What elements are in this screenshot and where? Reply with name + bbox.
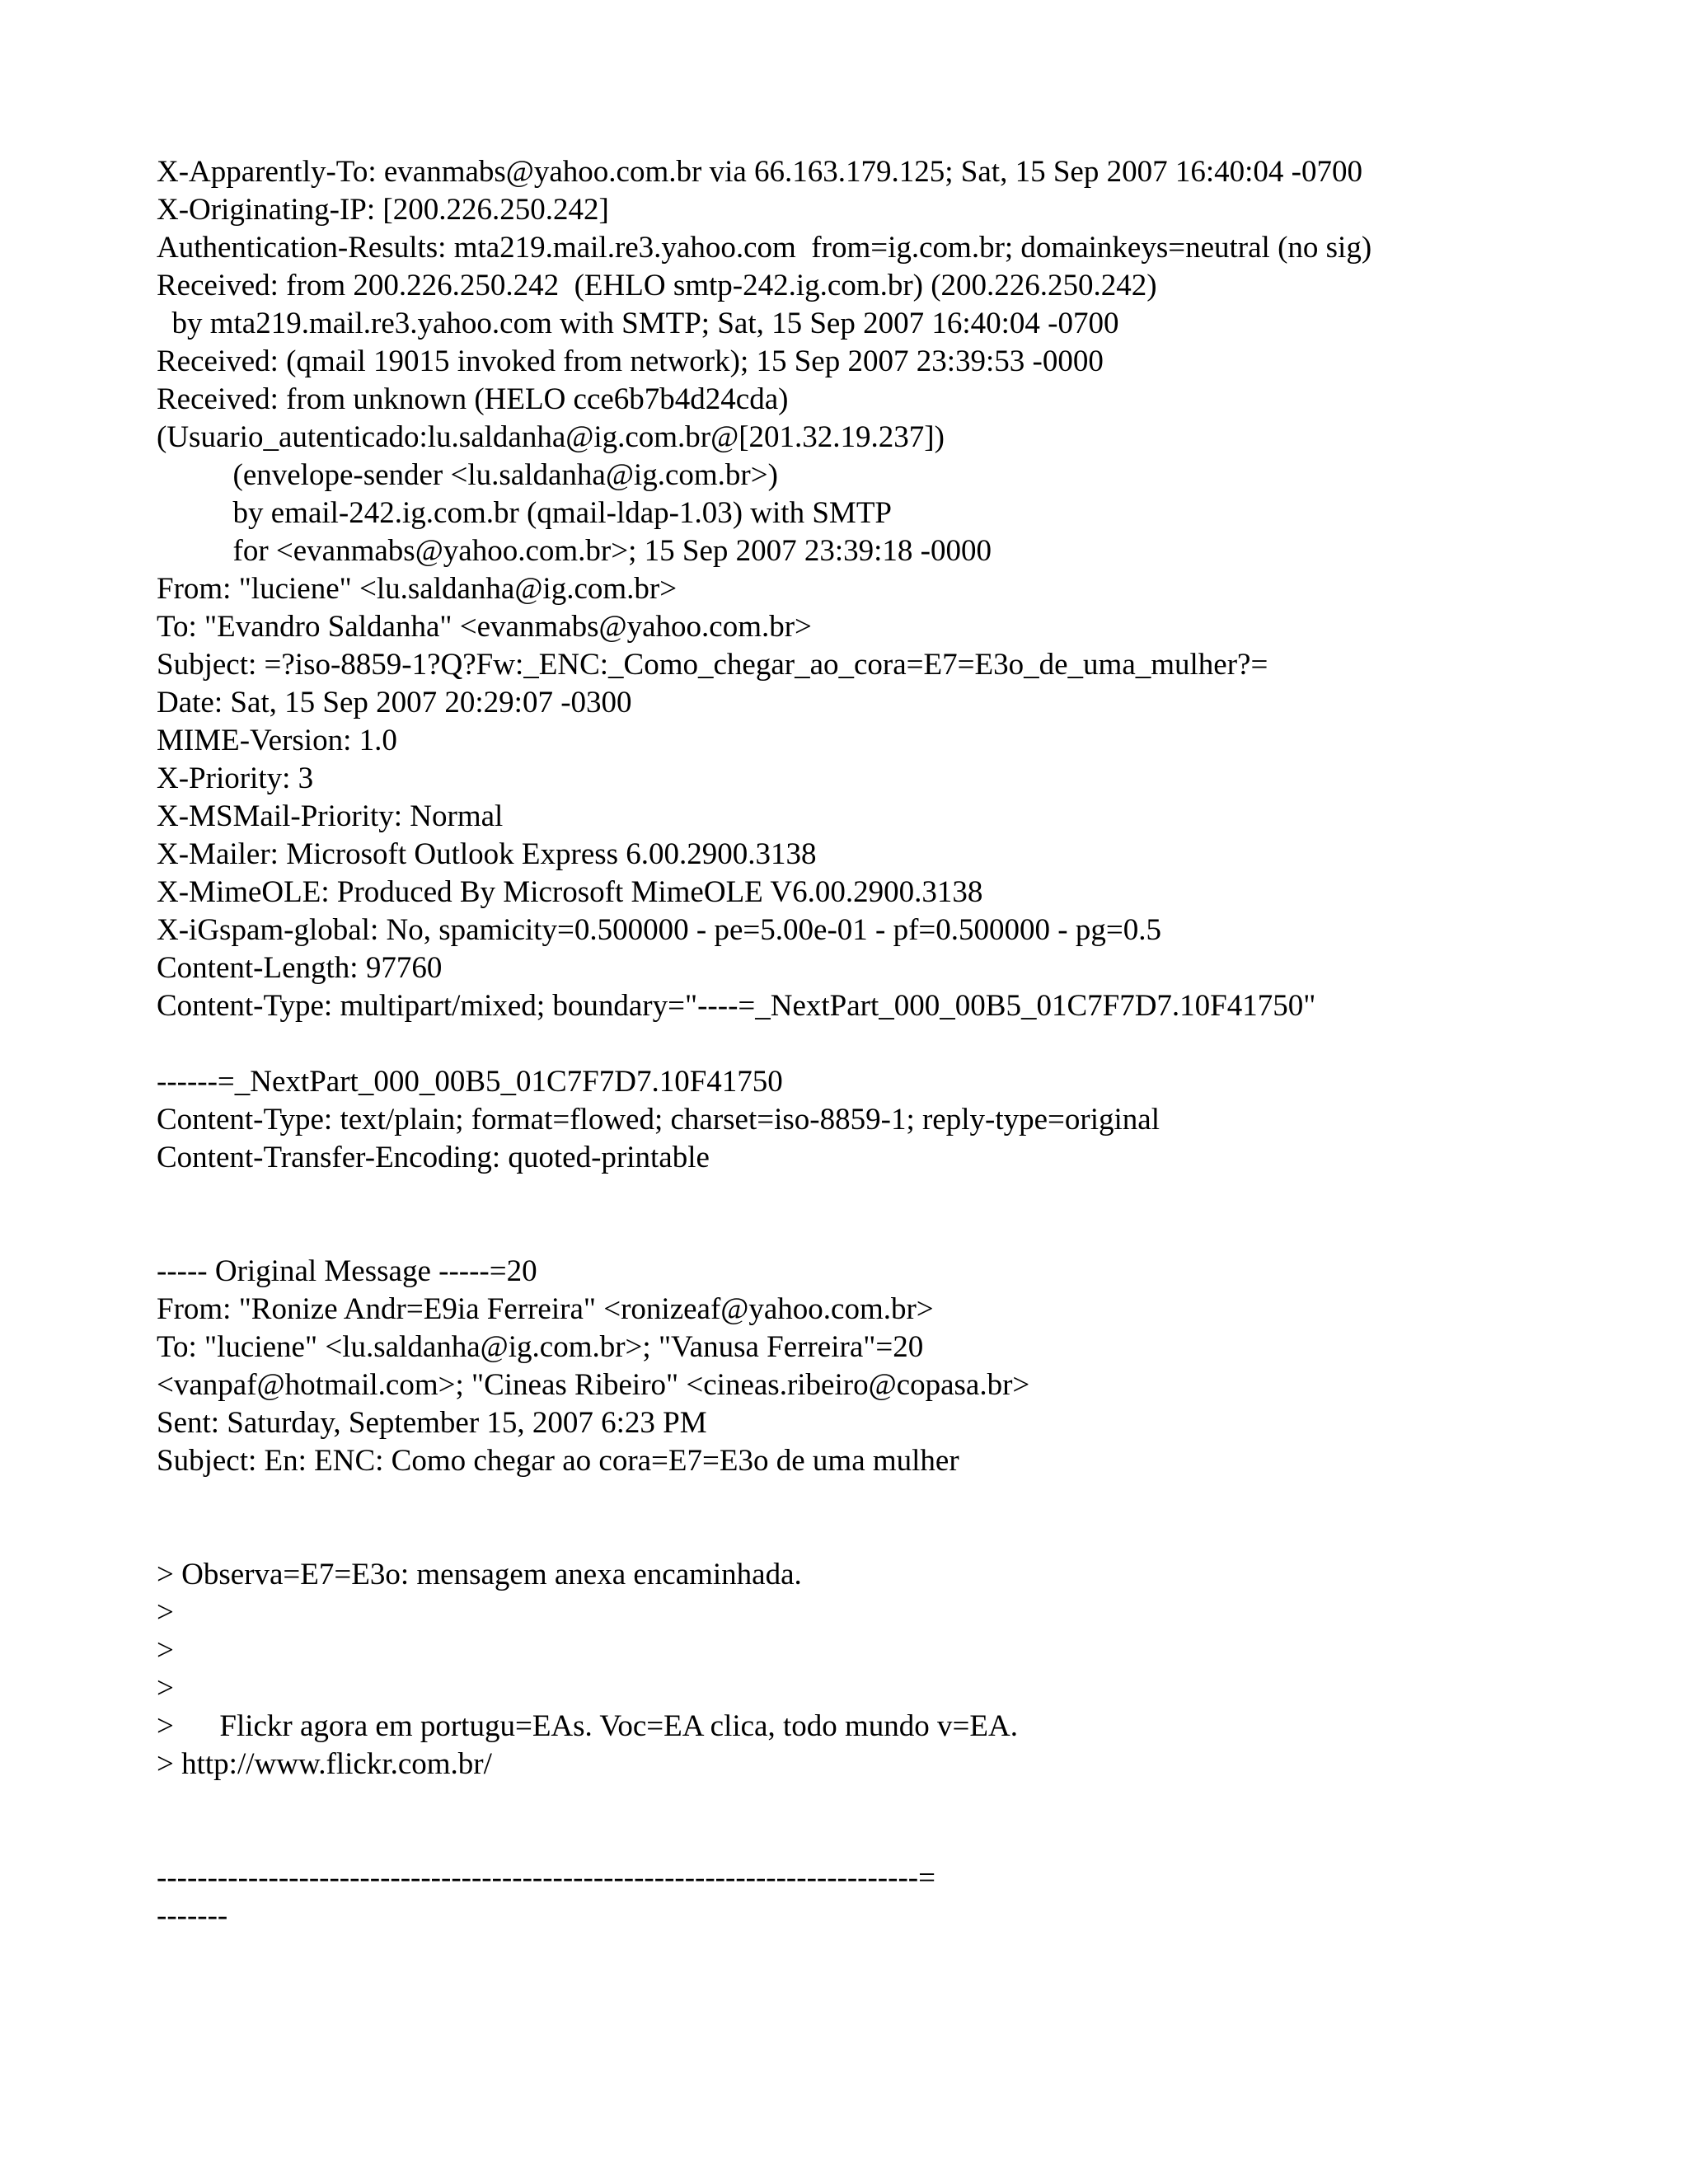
header-line: MIME-Version: 1.0: [157, 724, 397, 757]
header-line: for <evanmabs@yahoo.com.br>; 15 Sep 2007 23:39:18 -0000: [157, 534, 992, 568]
header-line: Content-Type: multipart/mixed; boundary="----=_NextPart_000_00B5_01C7F7D7.10F41750": [157, 989, 1316, 1023]
header-line: Received: from unknown (HELO cce6b7b4d24cda): [157, 382, 789, 416]
header-line: Received: (qmail 19015 invoked from network); 15 Sep 2007 23:39:53 -0000: [157, 344, 1104, 378]
header-line: (envelope-sender <lu.saldanha@ig.com.br>): [157, 458, 778, 492]
header-line: by mta219.mail.re3.yahoo.com with SMTP; Sat, 15 Sep 2007 16:40:04 -0700: [157, 307, 1119, 340]
header-line: X-Mailer: Microsoft Outlook Express 6.00.2900.3138: [157, 837, 817, 871]
header-line: Content-Length: 97760: [157, 951, 443, 985]
original-message-line: Subject: En: ENC: Como chegar ao cora=E7=E3o de uma mulher: [157, 1444, 959, 1478]
blank-line: [157, 1480, 1657, 1518]
header-line: X-iGspam-global: No, spamicity=0.500000 - pe=5.00e-01 - pf=0.500000 - pg=0.5: [157, 913, 1161, 947]
blank-line: [157, 1215, 1657, 1253]
separator-line: -------: [157, 1899, 228, 1933]
quoted-line: > Observa=E7=E3o: mensagem anexa encaminhada.: [157, 1558, 802, 1591]
email-headers: [157, 153, 1657, 1025]
mime-line: ------=_NextPart_000_00B5_01C7F7D7.10F41750: [157, 1065, 783, 1099]
header-line: X-Apparently-To: evanmabs@yahoo.com.br via 66.163.179.125; Sat, 15 Sep 2007 16:40:04 -0700: [157, 155, 1362, 189]
header-line: by email-242.ig.com.br (qmail-ldap-1.03) with SMTP: [157, 496, 892, 530]
blank-line: [157, 1518, 1657, 1556]
separator-line: ---------------------------------------------------------------------------=: [157, 1861, 935, 1895]
original-message-line: ----- Original Message -----=20: [157, 1254, 537, 1288]
mime-part-headers: [157, 1063, 1657, 1177]
mime-line: Content-Type: text/plain; format=flowed; charset=iso-8859-1; reply-type=original: [157, 1103, 1160, 1137]
header-line: X-MSMail-Priority: Normal: [157, 799, 504, 833]
quoted-body: [157, 1556, 1657, 1783]
original-message-line: <vanpaf@hotmail.com>; "Cineas Ribeiro" <cineas.ribeiro@copasa.br>: [157, 1368, 1030, 1402]
quoted-line: > Flickr agora em portugu=EAs. Voc=EA clica, todo mundo v=EA.: [157, 1709, 1018, 1743]
original-message-line: From: "Ronize Andr=E9ia Ferreira" <ronizeaf@yahoo.com.br>: [157, 1292, 934, 1326]
header-line: Authentication-Results: mta219.mail.re3.yahoo.com from=ig.com.br; domainkeys=neutral (no sig): [157, 231, 1372, 265]
header-line: Subject: =?iso-8859-1?Q?Fw:_ENC:_Como_chegar_ao_cora=E7=E3o_de_uma_mulher?=: [157, 648, 1268, 682]
blank-line: [157, 1025, 1657, 1063]
quoted-line: >: [157, 1671, 174, 1705]
original-message-line: Sent: Saturday, September 15, 2007 6:23 PM: [157, 1406, 707, 1440]
mime-line: Content-Transfer-Encoding: quoted-printable: [157, 1141, 710, 1174]
header-line: X-Originating-IP: [200.226.250.242]: [157, 193, 609, 227]
quoted-line: >: [157, 1633, 174, 1667]
quoted-line: > http://www.flickr.com.br/: [157, 1747, 492, 1781]
blank-line: [157, 1821, 1657, 1859]
header-line: To: "Evandro Saldanha" <evanmabs@yahoo.com.br>: [157, 610, 812, 644]
original-message-line: To: "luciene" <lu.saldanha@ig.com.br>; "Vanusa Ferreira"=20: [157, 1330, 924, 1364]
blank-line: [157, 1783, 1657, 1821]
header-line: X-MimeOLE: Produced By Microsoft MimeOLE V6.00.2900.3138: [157, 875, 983, 909]
header-line: Date: Sat, 15 Sep 2007 20:29:07 -0300: [157, 686, 632, 719]
separator-block: [157, 1859, 1657, 1935]
header-line: (Usuario_autenticado:lu.saldanha@ig.com.br@[201.32.19.237]): [157, 420, 945, 454]
email-source-text: [157, 153, 1657, 1935]
quoted-line: >: [157, 1596, 174, 1629]
header-line: Received: from 200.226.250.242 (EHLO smtp-242.ig.com.br) (200.226.250.242): [157, 269, 1157, 302]
blank-line: [157, 1177, 1657, 1215]
original-message-block: [157, 1253, 1657, 1480]
header-line: X-Priority: 3: [157, 762, 314, 795]
header-line: From: "luciene" <lu.saldanha@ig.com.br>: [157, 572, 678, 606]
